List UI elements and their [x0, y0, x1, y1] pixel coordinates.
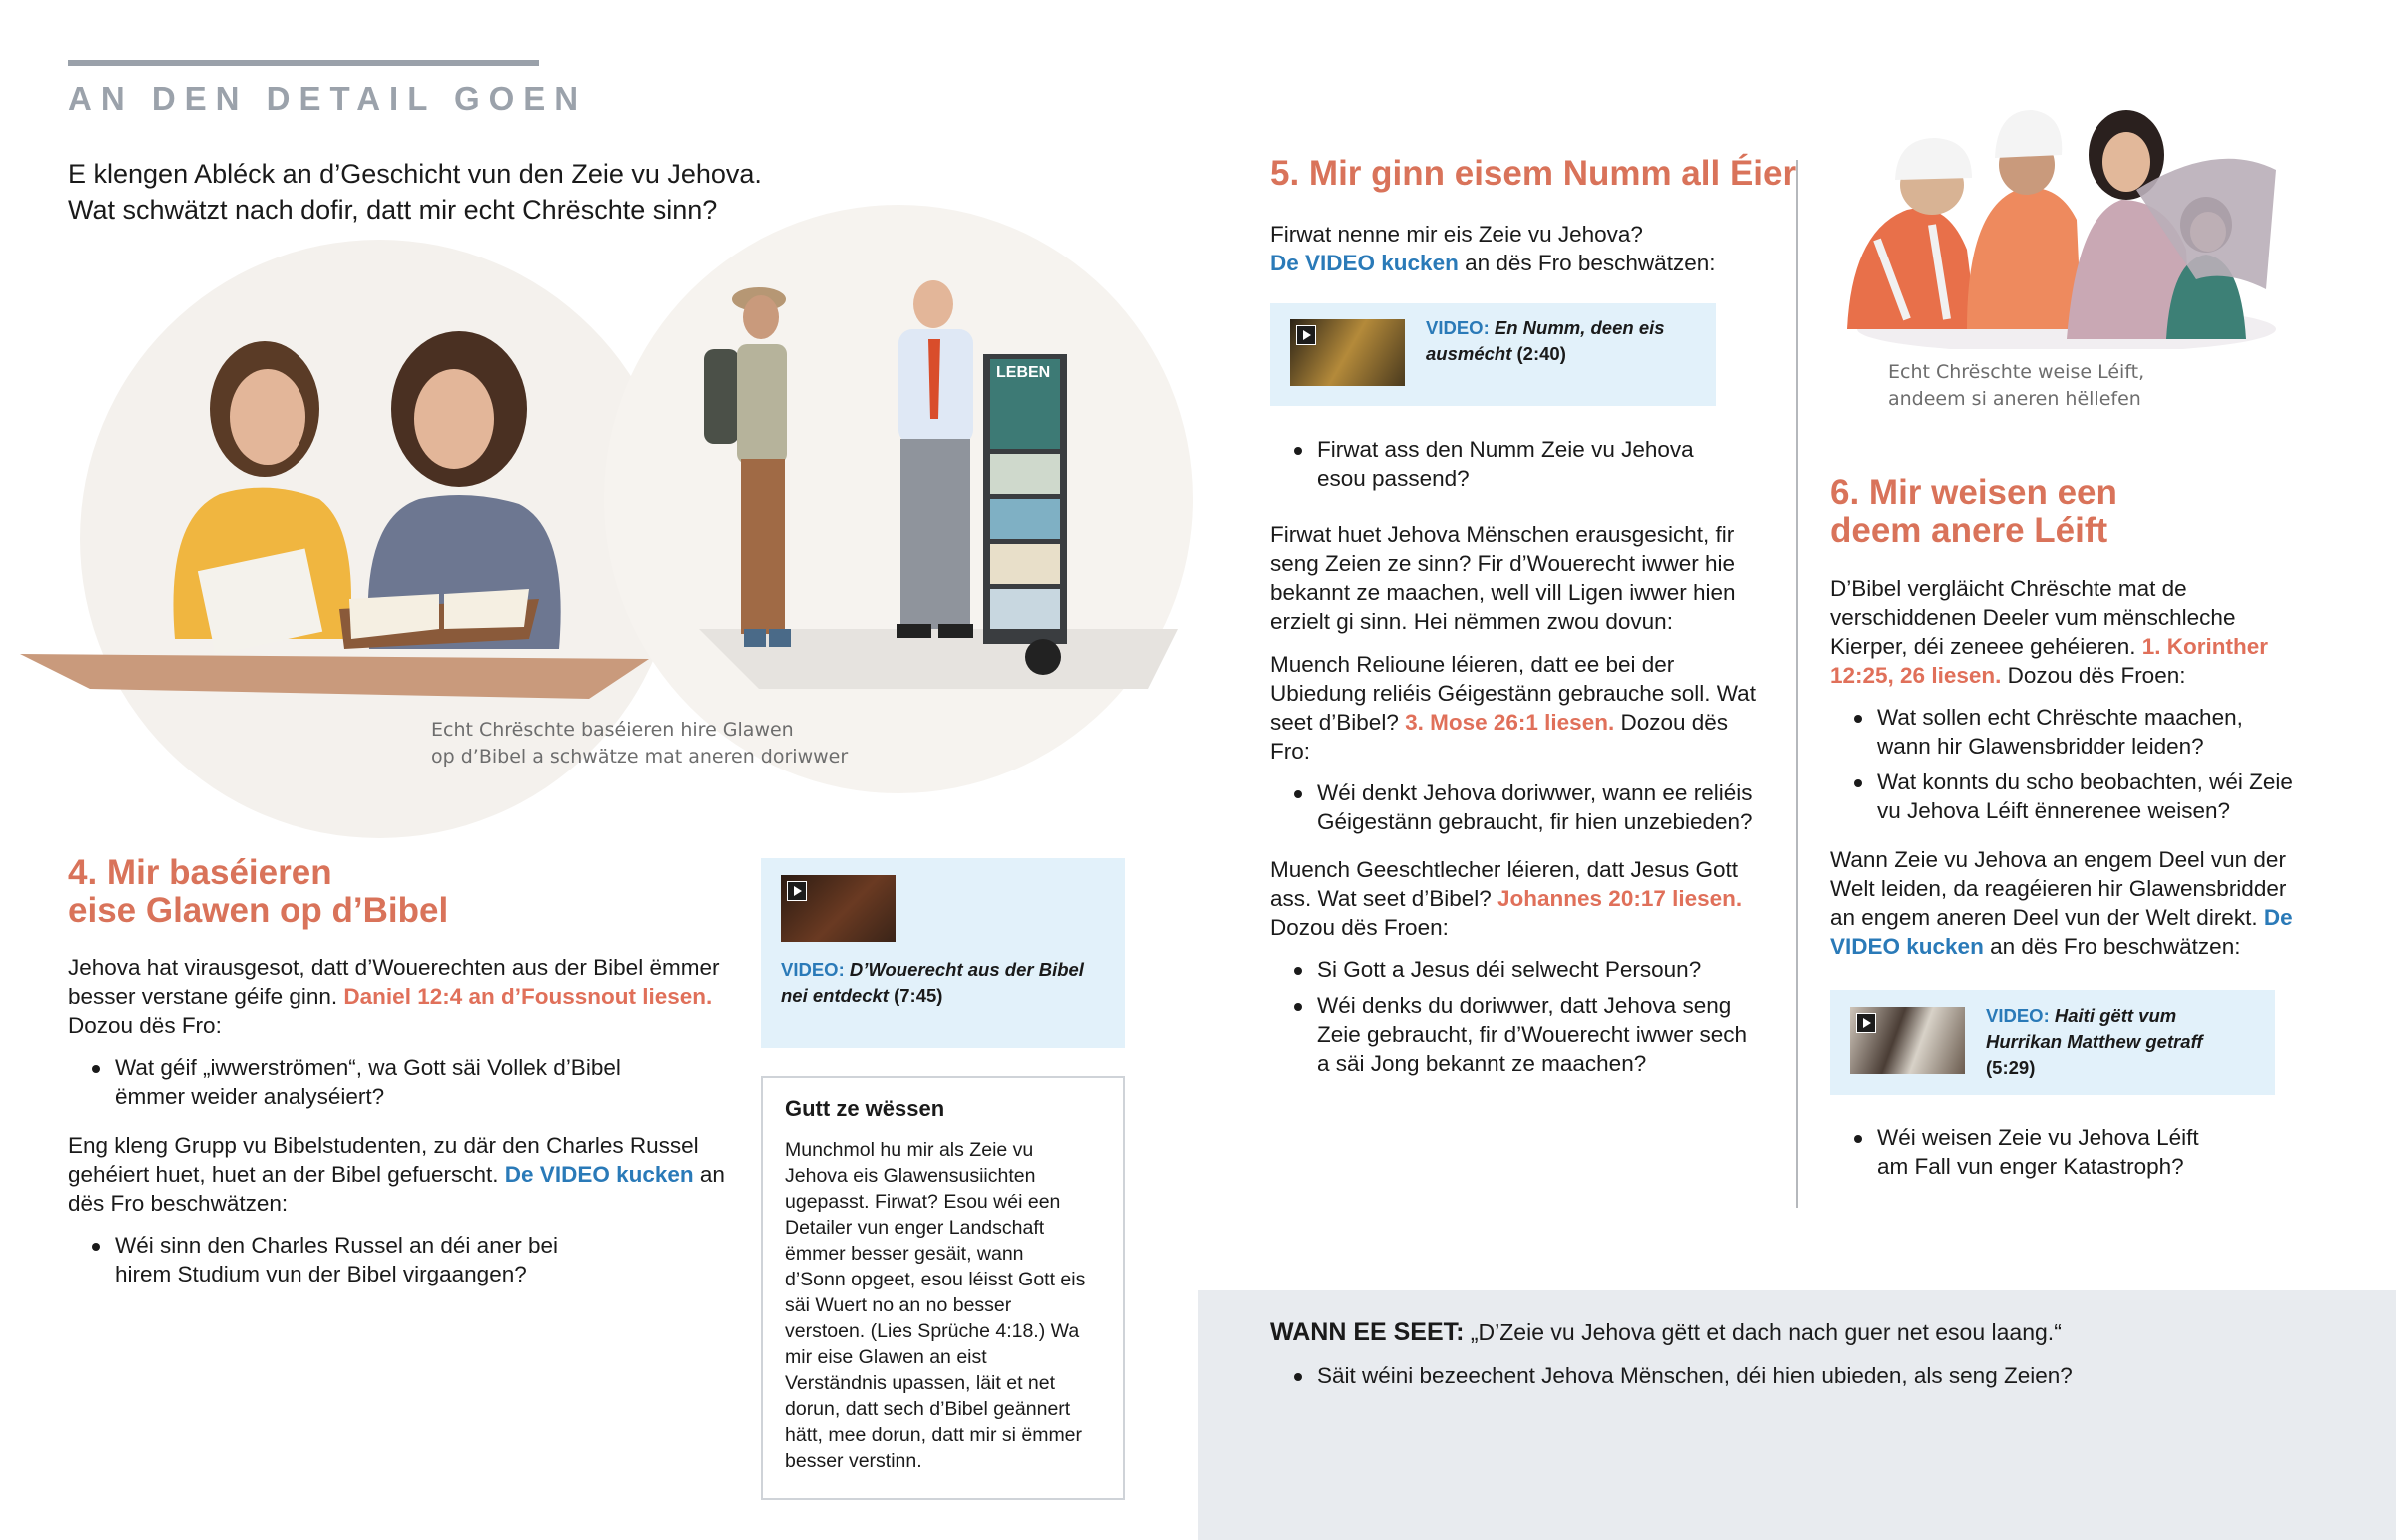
section6-questions-1 [1830, 703, 2299, 825]
section5-questions-1 [1270, 435, 1699, 493]
video-duration: (5:29) [1986, 1057, 2036, 1078]
image3-caption-line-2: andeem si aneren hëllefen [1888, 388, 2141, 410]
image1-caption-line-1: Echt Chrëschte baséieren hire Glawen [431, 719, 794, 741]
section5-p2: Firwat huet Jehova Mënschen erausgesicht, fir seng Zeien ze sinn? Fir d’Wouerecht iwwer hie bekannt ze maachen, well vill Ligen iwwer hien erzielt gi sinn. Hei nëmmen zwou dovun: [1270, 522, 1736, 634]
play-icon [1296, 325, 1316, 345]
bullet-item: Wat konnts du scho beobachten, wéi Zeie vu Jehova Léift ënnerenee weisen? [1830, 768, 2299, 825]
video-label [1426, 315, 1700, 367]
intro-line-2: Wat schwätzt nach dofir, datt mir echt Chrëschte sinn? [68, 195, 718, 225]
video-title: D’Wouerecht aus der Bibel nei entdeckt [781, 959, 1084, 1006]
video-title: En Numm, deen eis ausmécht [1426, 317, 1665, 364]
video-duration: (2:40) [1516, 343, 1566, 364]
video-key: VIDEO: [1986, 1005, 2050, 1026]
section5-p3-text: Muench Relioune léieren, datt ee bei der Ubiedung reliéis Géigestänn gebrauche soll. Wat seet d’Bibel? [1270, 652, 1756, 735]
good-to-know-box [761, 1076, 1125, 1500]
image1-caption [431, 717, 848, 770]
section6-p2 [1830, 845, 2304, 961]
video-card-section5[interactable] [1270, 303, 1716, 406]
section5-intro [1270, 220, 1749, 277]
svg-text:LEBEN: LEBEN [996, 364, 1051, 381]
objection-quote: „D’Zeie vu Jehova gëtt et dach nach guer net esou laang.“ [1464, 1319, 2062, 1345]
section6-questions-2 [1830, 1123, 2229, 1188]
section4-questions-2 [68, 1231, 587, 1288]
section6-video-link[interactable]: De VIDEO kucken [1830, 905, 2293, 959]
section6-body [1830, 574, 2309, 961]
bullet-item: Wéi denks du doriwwer, datt Jehova seng Zeie gebraucht, fir d’Wouerecht iwwer sech a säi Jong bekannt ze maachen? [1270, 991, 1749, 1078]
bullet-item: Wat sollen echt Chrëschte maachen, wann hir Glawensbridder leiden? [1830, 703, 2299, 761]
section5-p1-end: an dës Fro beschwätzen: [1458, 251, 1716, 275]
video-thumbnail [781, 875, 896, 942]
video-key: VIDEO: [1426, 317, 1490, 338]
bullet-item: Firwat ass den Numm Zeie vu Jehova esou passend? [1270, 435, 1699, 493]
good-to-know-text: Munchmol hu mir als Zeie vu Jehova eis Glawensusiichten ugepasst. Firwat? Esou wéi een Detailer vun enger Landschaft ëmmer besser gesäit, wann d’Sonn opgeet, esou léisst Gott eis säi Wuert no an no besser verstoen. (Lies Sprüche 4:18.) Wa mir eise Glawen an eist Verständnis upassen, läit et net dorun, datt sech d’Bibel geännert hätt, mee dorun, datt mir si ëmmer besser verstinn. [785, 1139, 1086, 1472]
video-thumbnail [1850, 1007, 1965, 1074]
section6-p2-text: Wann Zeie vu Jehova an engem Deel vun der Welt leiden, da reagéieren hir Glawensbridder an engem aneren Deel vun der Welt direkt. [1830, 847, 2287, 930]
video-key: VIDEO: [781, 959, 845, 980]
section4-p1-text: Jehova hat virausgesot, datt d’Wouerechten aus der Bibel ëmmer besser verstane géife ginn. [68, 955, 720, 1009]
section5-p4-text: Muench Geeschtlecher léieren, datt Jesus Gott ass. Wat seet d’Bibel? [1270, 857, 1738, 911]
section4-p2-text: Eng kleng Grupp vu Bibelstudenten, zu där den Charles Russel gehéiert huet, huet an der Bibel gefuerscht. [68, 1133, 699, 1187]
objection-questions [1270, 1361, 2268, 1397]
objection-label: WANN EE SEET: [1270, 1318, 1465, 1346]
objection-line [1270, 1317, 2062, 1347]
section5-p1: Firwat nenne mir eis Zeie vu Jehova? [1270, 222, 1643, 247]
bullet-item: Wat géif „iwwerströmen“, wa Gott säi Vollek d’Bibel ëmmer weider analyséiert? [68, 1053, 667, 1111]
section4-questions-1 [68, 1053, 667, 1111]
bullet-item: Wéi sinn den Charles Russel an déi aner bei hirem Studium vun der Bibel virgaangen? [68, 1231, 587, 1288]
kicker: AN DEN DETAIL GOEN [68, 80, 588, 117]
section5-p4 [1270, 855, 1759, 942]
video-label [781, 957, 1110, 1009]
video-card-section4[interactable] [761, 858, 1125, 1048]
video-title: Haiti gëtt vum Hurrikan Matthew getraff [1986, 1005, 2203, 1052]
section5-title: 5. Mir ginn eisem Numm all Éier [1270, 154, 1797, 193]
section6-p1-scripture[interactable]: 1. Korinther 12:25, 26 liesen. [1830, 634, 2269, 688]
intro-line-1: E klengen Abléck an d’Geschicht vun den Zeie vu Jehova. [68, 159, 762, 189]
section4-p1-scripture[interactable]: Daniel 12:4 an d’Foussnout liesen. [343, 984, 713, 1009]
section4-paragraph-2 [68, 1131, 727, 1218]
section5-p1-link-line [1270, 249, 1749, 277]
section5-questions-3 [1270, 955, 1749, 1078]
play-icon [1856, 1013, 1876, 1033]
section5-p3-scripture[interactable]: 3. Mose 26:1 liesen. [1405, 710, 1615, 735]
section4-title [68, 854, 448, 930]
section6-p1 [1830, 574, 2299, 690]
section6-title-line-2: deem anere Léift [1830, 511, 2108, 550]
section5-p4-end: Dozou dës Froen: [1270, 915, 1449, 940]
bullet-item: Wéi denkt Jehova doriwwer, wann ee reliéis Géigestänn gebraucht, fir hien unzebieden? [1270, 778, 1774, 836]
illustration-relief-workers [1837, 50, 2296, 349]
section6-p1-end: Dozou dës Froen: [2001, 663, 2186, 688]
video-duration: (7:45) [894, 985, 943, 1006]
section5-video-link[interactable]: De VIDEO kucken [1270, 251, 1459, 275]
section5-questions-2 [1270, 778, 1774, 836]
kicker-rule [68, 60, 539, 66]
section4-paragraph-1 [68, 953, 727, 1040]
image1-caption-line-2: op d’Bibel a schwätze mat aneren doriwwer [431, 746, 849, 768]
section6-title-line-1: 6. Mir weisen een [1830, 473, 2117, 512]
section4-title-line-2: eise Glawen op d’Bibel [68, 891, 449, 930]
bullet-item: Säit wéini bezeechent Jehova Mënschen, déi hien ubieden, als seng Zeien? [1270, 1361, 2268, 1390]
column-divider [1796, 160, 1798, 1208]
play-icon [787, 881, 807, 901]
section5-body [1270, 435, 1774, 1085]
image3-caption-line-1: Echt Chrëschte weise Léift, [1888, 361, 2145, 383]
bullet-item: Si Gott a Jesus déi selwecht Persoun? [1270, 955, 1749, 984]
bullet-item: Wéi weisen Zeie vu Jehova Léift am Fall vun enger Katastroph? [1830, 1123, 2229, 1181]
section4-p1-end: Dozou dës Fro: [68, 1013, 222, 1038]
section6-p2-end: an dës Fro beschwätzen: [1983, 934, 2241, 959]
section4-title-line-1: 4. Mir baséieren [68, 853, 332, 892]
section5-p4-scripture[interactable]: Johannes 20:17 liesen. [1498, 886, 1743, 911]
section4-video-link[interactable]: De VIDEO kucken [504, 1162, 694, 1187]
objection-box [1198, 1290, 2396, 1540]
section4-body [68, 953, 727, 1295]
video-card-section6[interactable] [1830, 990, 2275, 1095]
section6-title [1830, 474, 2117, 550]
section6-p1-text: D’Bibel vergläicht Chrëschte mat de verschiddenen Deeler vum mënschleche Kierper, déi zeneee gehéieren. [1830, 576, 2236, 659]
section5-p3 [1270, 650, 1759, 766]
video-label [1986, 1003, 2255, 1081]
video-thumbnail [1290, 319, 1405, 386]
good-to-know-title: Gutt ze wëssen [785, 1096, 945, 1121]
section5-p3-end: Dozou dës Fro: [1270, 710, 1729, 764]
image3-caption [1888, 359, 2144, 413]
section4-p2-end: an dës Fro beschwätzen: [68, 1162, 725, 1216]
